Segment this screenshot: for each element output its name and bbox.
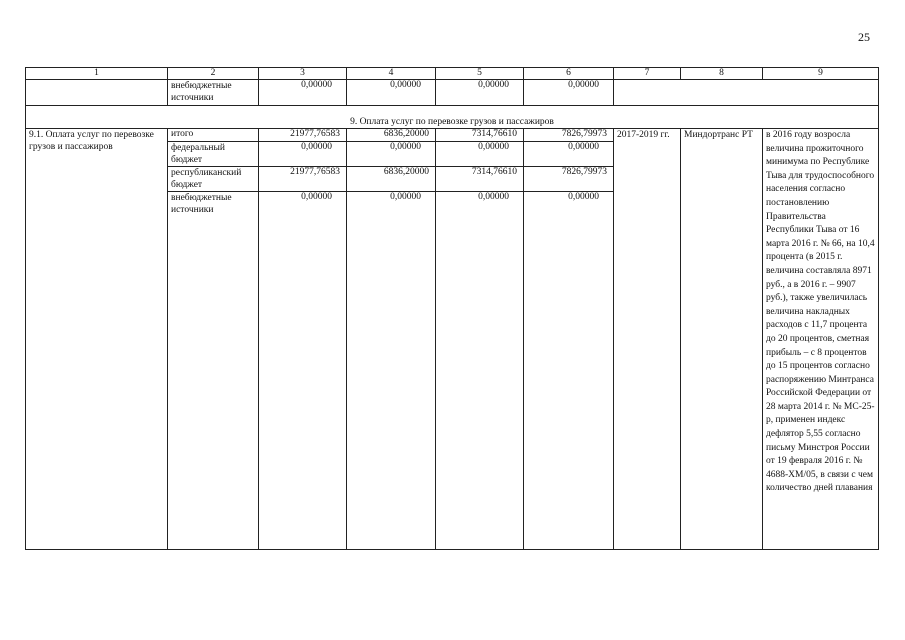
value-cell: 21977,76583 (259, 166, 347, 191)
header-row (26, 68, 879, 80)
value-cell: 0,00000 (524, 141, 614, 166)
value-cell: 0,00000 (259, 80, 347, 106)
justification-note: в 2016 году возросла величина прожиточного минимума по Республике Тыва для трудоспособного населения согласно постановлению Правительства Республики Тыва от 16 марта 2016 г. № 66, на 10,4 процента (в 2015 г. величина составляла 8971 руб., а в 2016 г. – 9907 руб.), также увеличилась величина накладных расходов с 11,7 процента до 20 процентов, сметная прибыль – с 8 процентов до 15 процентов согласно распоряжению Минтранса Российской Федерации от 28 марта 2014 г. № МС-25-р, применен индекс дефлятор 5,55 согласно письму Минстроя России от 19 февраля 2016 г. № 4688-ХМ/05, в связи с чем количество дней плавания (763, 129, 879, 550)
col-header: 6 (524, 68, 614, 80)
section-row (26, 106, 879, 129)
value-cell: 7826,79973 (524, 166, 614, 191)
value-cell: 0,00000 (347, 80, 436, 106)
value-cell: 7826,79973 (524, 129, 614, 142)
col-header: 1 (26, 68, 168, 80)
period: 2017-2019 гг. (614, 129, 681, 550)
table-row (26, 129, 879, 142)
col-header: 5 (436, 68, 524, 80)
executor: Миндортранс РТ (681, 129, 763, 550)
col-header: 2 (168, 68, 259, 80)
col-header: 4 (347, 68, 436, 80)
value-cell: 21977,76583 (259, 129, 347, 142)
item-name: 9.1. Оплата услуг по перевозке грузов и пассажиров (26, 129, 168, 550)
value-cell: 6836,20000 (347, 166, 436, 191)
funding-source: итого (168, 129, 259, 142)
value-cell: 0,00000 (347, 191, 436, 549)
value-cell: 0,00000 (436, 141, 524, 166)
funding-source: внебюджетные источники (168, 191, 259, 549)
value-cell: 0,00000 (436, 191, 524, 549)
col-header: 9 (763, 68, 879, 80)
section-title: 9. Оплата услуг по перевозке грузов и пассажиров (26, 106, 879, 129)
col-header: 7 (614, 68, 681, 80)
value-cell: 0,00000 (524, 80, 614, 106)
value-cell: 0,00000 (259, 141, 347, 166)
funding-source: внебюджетные источники (168, 80, 259, 106)
value-cell: 0,00000 (436, 80, 524, 106)
value-cell: 0,00000 (259, 191, 347, 549)
funding-source: федеральный бюджет (168, 141, 259, 166)
value-cell: 7314,76610 (436, 129, 524, 142)
col-header: 8 (681, 68, 763, 80)
budget-table (25, 67, 879, 550)
funding-source: республиканский бюджет (168, 166, 259, 191)
value-cell: 0,00000 (347, 141, 436, 166)
value-cell: 7314,76610 (436, 166, 524, 191)
page-number: 25 (858, 30, 870, 44)
value-cell: 0,00000 (524, 191, 614, 549)
value-cell: 6836,20000 (347, 129, 436, 142)
col-header: 3 (259, 68, 347, 80)
table-row (26, 80, 879, 106)
